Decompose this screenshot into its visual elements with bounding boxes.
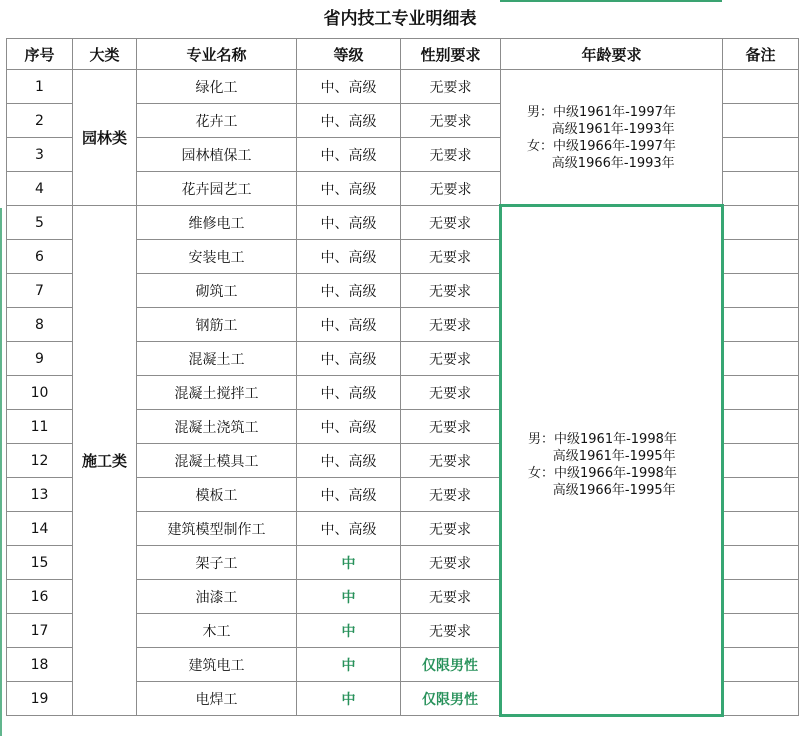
major-name-cell[interactable]: 安装电工	[137, 240, 297, 274]
row-no-cell[interactable]: 4	[7, 172, 73, 206]
age-requirement-text	[501, 70, 722, 172]
level-cell[interactable]: 中、高级	[297, 376, 401, 410]
major-name-cell[interactable]: 建筑电工	[137, 648, 297, 682]
note-cell[interactable]	[723, 206, 799, 240]
note-cell[interactable]	[723, 682, 799, 716]
major-name-cell[interactable]: 花卉工	[137, 104, 297, 138]
major-name-cell[interactable]: 混凝土工	[137, 342, 297, 376]
gender-cell[interactable]: 无要求	[401, 172, 501, 206]
age-requirement-line: 高级1966年-1993年	[527, 156, 675, 171]
note-cell[interactable]	[723, 342, 799, 376]
age-requirement-line: 女：中级1966年-1997年	[527, 139, 676, 154]
gender-cell[interactable]: 无要求	[401, 342, 501, 376]
major-name-cell[interactable]: 电焊工	[137, 682, 297, 716]
level-cell[interactable]: 中、高级	[297, 70, 401, 104]
age-requirement-text	[502, 207, 721, 499]
row-no-cell[interactable]: 18	[7, 648, 73, 682]
gender-cell[interactable]: 无要求	[401, 580, 501, 614]
gender-cell[interactable]: 无要求	[401, 308, 501, 342]
category-cell-garden[interactable]: 园林类	[73, 70, 137, 206]
major-name-cell[interactable]: 油漆工	[137, 580, 297, 614]
gender-cell[interactable]: 无要求	[401, 478, 501, 512]
header-no[interactable]: 序号	[7, 39, 73, 70]
note-cell[interactable]	[723, 138, 799, 172]
age-requirement-cell-construction[interactable]	[501, 206, 723, 716]
note-cell[interactable]	[723, 614, 799, 648]
header-gender[interactable]: 性别要求	[401, 39, 501, 70]
gender-cell[interactable]: 无要求	[401, 444, 501, 478]
level-cell[interactable]: 中	[297, 546, 401, 580]
major-name-cell[interactable]: 维修电工	[137, 206, 297, 240]
row-no-cell[interactable]: 7	[7, 274, 73, 308]
level-cell[interactable]: 中、高级	[297, 512, 401, 546]
major-name-cell[interactable]: 园林植保工	[137, 138, 297, 172]
level-cell[interactable]: 中、高级	[297, 308, 401, 342]
table-row	[7, 206, 799, 240]
gender-cell[interactable]: 无要求	[401, 546, 501, 580]
level-cell[interactable]: 中、高级	[297, 342, 401, 376]
row-no-cell[interactable]: 10	[7, 376, 73, 410]
header-note[interactable]: 备注	[723, 39, 799, 70]
major-name-cell[interactable]: 花卉园艺工	[137, 172, 297, 206]
note-cell[interactable]	[723, 376, 799, 410]
level-cell[interactable]: 中、高级	[297, 410, 401, 444]
note-cell[interactable]	[723, 104, 799, 138]
row-no-cell[interactable]: 5	[7, 206, 73, 240]
age-requirement-line: 女：中级1966年-1998年	[528, 466, 677, 481]
level-cell[interactable]: 中、高级	[297, 138, 401, 172]
header-row	[7, 39, 799, 70]
major-name-cell[interactable]: 架子工	[137, 546, 297, 580]
gender-cell[interactable]: 无要求	[401, 410, 501, 444]
row-no-cell[interactable]: 16	[7, 580, 73, 614]
header-age[interactable]: 年龄要求	[501, 39, 723, 70]
major-name-cell[interactable]: 砌筑工	[137, 274, 297, 308]
note-cell[interactable]	[723, 648, 799, 682]
category-cell-construction[interactable]: 施工类	[73, 206, 137, 716]
gender-cell[interactable]: 仅限男性	[401, 682, 501, 716]
note-cell[interactable]	[723, 580, 799, 614]
note-cell[interactable]	[723, 444, 799, 478]
major-name-cell[interactable]: 混凝土浇筑工	[137, 410, 297, 444]
note-cell[interactable]	[723, 240, 799, 274]
gender-cell[interactable]: 无要求	[401, 206, 501, 240]
note-cell[interactable]	[723, 546, 799, 580]
level-cell[interactable]: 中	[297, 682, 401, 716]
gender-cell[interactable]: 无要求	[401, 240, 501, 274]
major-name-cell[interactable]: 混凝土模具工	[137, 444, 297, 478]
level-cell[interactable]: 中、高级	[297, 478, 401, 512]
major-name-cell[interactable]: 绿化工	[137, 70, 297, 104]
note-cell[interactable]	[723, 308, 799, 342]
level-cell[interactable]: 中	[297, 580, 401, 614]
age-requirement-line: 男：中级1961年-1997年	[527, 105, 676, 120]
gender-cell[interactable]: 无要求	[401, 614, 501, 648]
level-cell[interactable]: 中、高级	[297, 206, 401, 240]
note-cell[interactable]	[723, 512, 799, 546]
note-cell[interactable]	[723, 172, 799, 206]
row-no-cell[interactable]: 6	[7, 240, 73, 274]
row-no-cell[interactable]: 14	[7, 512, 73, 546]
major-detail-table	[6, 38, 799, 717]
gender-cell[interactable]: 无要求	[401, 70, 501, 104]
gender-cell[interactable]: 无要求	[401, 274, 501, 308]
row-no-cell[interactable]: 19	[7, 682, 73, 716]
row-no-cell[interactable]: 3	[7, 138, 73, 172]
note-cell[interactable]	[723, 70, 799, 104]
gender-cell[interactable]: 无要求	[401, 376, 501, 410]
major-name-cell[interactable]: 建筑模型制作工	[137, 512, 297, 546]
selection-border-left	[0, 208, 2, 736]
table-row	[7, 70, 799, 104]
note-cell[interactable]	[723, 410, 799, 444]
note-cell[interactable]	[723, 478, 799, 512]
row-no-cell[interactable]: 2	[7, 104, 73, 138]
header-level[interactable]: 等级	[297, 39, 401, 70]
header-major[interactable]: 专业名称	[137, 39, 297, 70]
table-title[interactable]: 省内技工专业明细表	[323, 9, 477, 29]
row-no-cell[interactable]: 11	[7, 410, 73, 444]
gender-cell[interactable]: 无要求	[401, 512, 501, 546]
age-requirement-line: 高级1966年-1995年	[528, 483, 676, 498]
gender-cell[interactable]: 仅限男性	[401, 648, 501, 682]
major-name-cell[interactable]: 模板工	[137, 478, 297, 512]
row-no-cell[interactable]: 17	[7, 614, 73, 648]
note-cell[interactable]	[723, 274, 799, 308]
row-no-cell[interactable]: 8	[7, 308, 73, 342]
gender-cell[interactable]: 无要求	[401, 138, 501, 172]
row-no-cell[interactable]: 15	[7, 546, 73, 580]
level-cell[interactable]: 中、高级	[297, 444, 401, 478]
level-cell[interactable]: 中	[297, 648, 401, 682]
major-name-cell[interactable]: 混凝土搅拌工	[137, 376, 297, 410]
major-name-cell[interactable]: 钢筋工	[137, 308, 297, 342]
row-no-cell[interactable]: 12	[7, 444, 73, 478]
level-cell[interactable]: 中、高级	[297, 172, 401, 206]
level-cell[interactable]: 中、高级	[297, 240, 401, 274]
header-category[interactable]: 大类	[73, 39, 137, 70]
level-cell[interactable]: 中	[297, 614, 401, 648]
age-requirement-line: 男：中级1961年-1998年	[528, 432, 677, 447]
age-requirement-line: 高级1961年-1993年	[527, 122, 675, 137]
level-cell[interactable]: 中、高级	[297, 274, 401, 308]
row-no-cell[interactable]: 1	[7, 70, 73, 104]
row-no-cell[interactable]: 9	[7, 342, 73, 376]
gender-cell[interactable]: 无要求	[401, 104, 501, 138]
row-no-cell[interactable]: 13	[7, 478, 73, 512]
level-cell[interactable]: 中、高级	[297, 104, 401, 138]
age-requirement-cell-garden[interactable]	[501, 70, 723, 206]
age-requirement-line: 高级1961年-1995年	[528, 449, 676, 464]
major-name-cell[interactable]: 木工	[137, 614, 297, 648]
